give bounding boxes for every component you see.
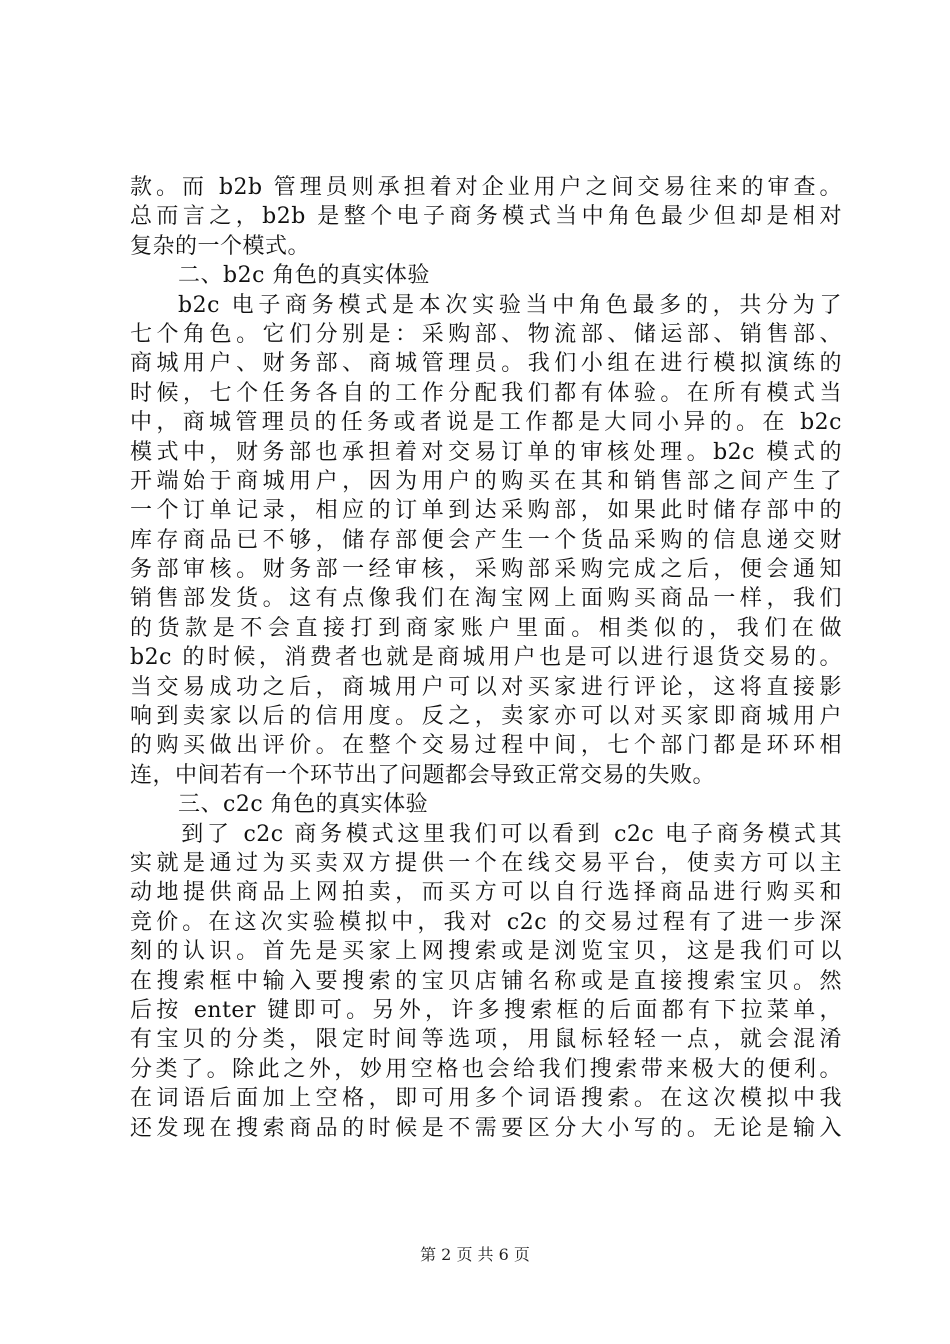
text-line: 中，商城管理员的任务或者说是工作都是大同小异的。在 b2c bbox=[130, 410, 842, 436]
text-line: 的购买做出评价。在整个交易过程中间，七个部门都是环环相 bbox=[130, 733, 842, 759]
text-line: 动地提供商品上网拍卖，而买方可以自行选择商品进行购买和 bbox=[130, 880, 842, 906]
text-line: 模式中，财务部也承担着对交易订单的审核处理。b2c 模式的 bbox=[130, 439, 842, 465]
text-line: b2c 电子商务模式是本次实验当中角色最多的，共分为了 bbox=[178, 292, 842, 318]
body-text bbox=[130, 173, 842, 1143]
text-line: 当交易成功之后，商城用户可以对买家进行评论，这将直接影 bbox=[130, 674, 842, 700]
text-line: 务部审核。财务部一经审核，采购部采购完成之后，便会通知 bbox=[130, 557, 842, 583]
text-line: 刻的认识。首先是买家上网搜索或是浏览宝贝，这是我们可以 bbox=[130, 939, 842, 965]
text-line: 还发现在搜索商品的时候是不需要区分大小写的。无论是输入 bbox=[130, 1115, 842, 1141]
text-line: 七个角色。它们分别是：采购部、物流部、储运部、销售部、 bbox=[130, 321, 842, 347]
text-line: 复杂的一个模式。 bbox=[130, 233, 311, 259]
text-line: 一个订单记录，相应的订单到达采购部，如果此时储存部中的 bbox=[130, 498, 842, 524]
text-line: 到了 c2c 商务模式这里我们可以看到 c2c 电子商务模式其 bbox=[178, 821, 842, 847]
text-line: 开端始于商城用户，因为用户的购买在其和销售部之间产生了 bbox=[130, 468, 842, 494]
text-line: 二、b2c 角色的真实体验 bbox=[178, 263, 430, 289]
text-line: 竞价。在这次实验模拟中，我对 c2c 的交易过程有了进一步深 bbox=[130, 909, 842, 935]
text-line: 三、c2c 角色的真实体验 bbox=[178, 792, 429, 818]
text-line: 时候，七个任务各自的工作分配我们都有体验。在所有模式当 bbox=[130, 380, 842, 406]
text-line: 总而言之，b2b 是整个电子商务模式当中角色最少但却是相对 bbox=[130, 204, 842, 230]
text-line: 响到卖家以后的信用度。反之，卖家亦可以对买家即商城用户 bbox=[130, 704, 842, 730]
text-line: 分类了。除此之外，妙用空格也会给我们搜索带来极大的便利。 bbox=[130, 1056, 842, 1082]
text-line: b2c 的时候，消费者也就是商城用户也是可以进行退货交易的。 bbox=[130, 645, 842, 671]
text-line: 商城用户、财务部、商城管理员。我们小组在进行模拟演练的 bbox=[130, 351, 842, 377]
text-line: 有宝贝的分类，限定时间等选项，用鼠标轻轻一点，就会混淆 bbox=[130, 1027, 842, 1053]
text-line: 款。而 b2b 管理员则承担着对企业用户之间交易往来的审查。 bbox=[130, 175, 842, 200]
text-line: 库存商品已不够，储存部便会产生一个货品采购的信息递交财 bbox=[130, 527, 842, 553]
text-line: 实就是通过为买卖双方提供一个在线交易平台，使卖方可以主 bbox=[130, 850, 842, 876]
text-line: 销售部发货。这有点像我们在淘宝网上面购买商品一样，我们 bbox=[130, 586, 842, 612]
text-line: 连，中间若有一个环节出了问题都会导致正常交易的失败。 bbox=[130, 762, 716, 788]
text-line: 在搜索框中输入要搜索的宝贝店铺名称或是直接搜索宝贝。然 bbox=[130, 968, 842, 994]
text-line: 在词语后面加上空格，即可用多个词语搜索。在这次模拟中我 bbox=[130, 1086, 842, 1112]
text-line: 的货款是不会直接打到商家账户里面。相类似的，我们在做 bbox=[130, 615, 842, 641]
page-footer: 第 2 页 共 6 页 bbox=[420, 1245, 530, 1264]
text-line: 后按 enter 键即可。另外，许多搜索框的后面都有下拉菜单， bbox=[130, 997, 842, 1023]
